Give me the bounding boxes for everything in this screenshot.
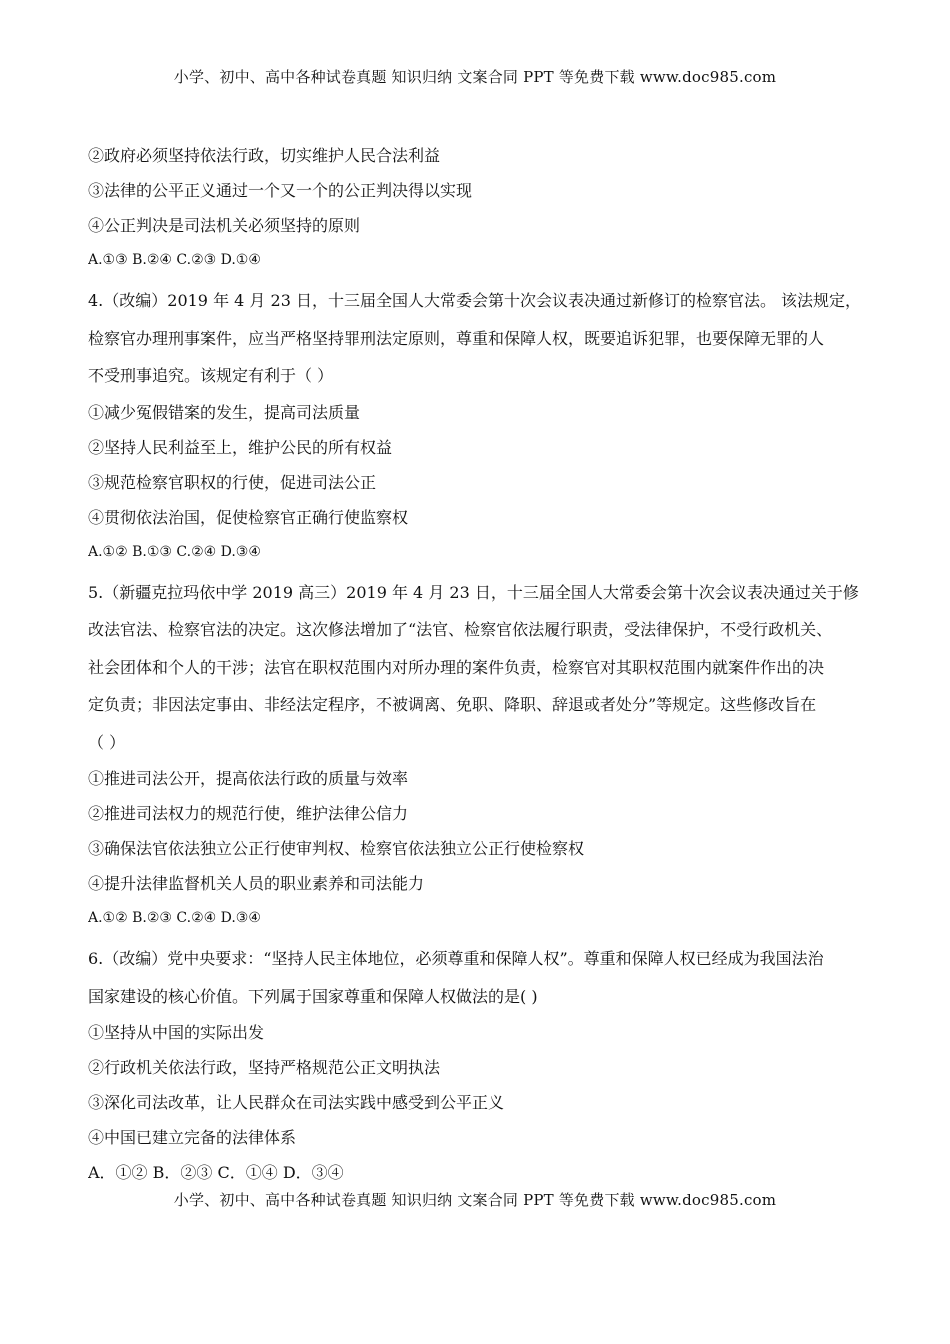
page-header: 小学、初中、高中各种试卷真题 知识归纳 文案合同 PPT 等免费下载 www.doc985.com bbox=[173, 68, 777, 86]
q5-answer-choices: A.①② B.②③ C.②④ D.③④ bbox=[88, 910, 261, 926]
question-3 bbox=[88, 138, 878, 278]
q5-stem-line-5: （ ） bbox=[88, 732, 126, 752]
q4-stem-line-1: 4.（改编）2019 年 4 月 23 日，十三届全国人大常委会第十次会议表决通过新修订的检察官法。 该法规定， bbox=[88, 291, 862, 310]
q4-option-4: ④贯彻依法治国，促使检察官正确行使监察权 bbox=[88, 507, 409, 527]
q4-option-1: ①减少冤假错案的发生，提高司法质量 bbox=[88, 402, 361, 422]
q6-stem-line-2: 国家建设的核心价值。下列属于国家尊重和保障人权做法的是( ) bbox=[88, 986, 538, 1006]
q4-option-2: ②坚持人民利益至上，维护公民的所有权益 bbox=[88, 437, 393, 457]
q6-option-4: ④中国已建立完备的法律体系 bbox=[88, 1128, 297, 1147]
q6-option-2: ②行政机关依法行政，坚持严格规范公正文明执法 bbox=[88, 1058, 441, 1077]
question-6 bbox=[88, 940, 878, 1190]
q4-stem-line-2: 检察官办理刑事案件，应当严格坚持罪刑法定原则，尊重和保障人权，既要追诉犯罪，也要保障无罪的人 bbox=[88, 328, 825, 348]
q6-stem-line-1: 6.（改编）党中央要求：“坚持人民主体地位，必须尊重和保障人权”。尊重和保障人权已经成为我国法治 bbox=[88, 949, 824, 968]
q5-stem-line-2: 改法官法、检察官法的决定。这次修法增加了“法官、检察官依法履行职责，受法律保护，不受行政机关、 bbox=[88, 620, 833, 639]
q5-option-2: ②推进司法权力的规范行使，维护法律公信力 bbox=[88, 804, 409, 823]
q6-option-3: ③深化司法改革，让人民群众在司法实践中感受到公平正义 bbox=[88, 1093, 505, 1112]
q4-answer-choices: A.①② B.①③ C.②④ D.③④ bbox=[88, 543, 261, 560]
q5-stem-line-3: 社会团体和个人的干涉；法官在职权范围内对所办理的案件负责，检察官对其职权范围内就案件作出的决 bbox=[88, 657, 825, 677]
document-body bbox=[88, 138, 878, 1190]
q3-option-3: ③法律的公平正义通过一个又一个的公正判决得以实现 bbox=[88, 181, 473, 200]
q4-stem-line-3: 不受刑事追究。该规定有利于（ ） bbox=[88, 366, 334, 385]
q6-option-1: ①坚持从中国的实际出发 bbox=[88, 1023, 265, 1042]
q5-option-4: ④提升法律监督机关人员的职业素养和司法能力 bbox=[88, 874, 425, 893]
q4-option-3: ③规范检察官职权的行使，促进司法公正 bbox=[88, 472, 377, 492]
question-5 bbox=[88, 574, 878, 937]
page-footer: 小学、初中、高中各种试卷真题 知识归纳 文案合同 PPT 等免费下载 www.doc985.com bbox=[173, 1191, 777, 1209]
q3-option-4: ④公正判决是司法机关必须坚持的原则 bbox=[88, 216, 361, 235]
question-4 bbox=[88, 282, 878, 570]
q3-option-2: ②政府必须坚持依法行政，切实维护人民合法利益 bbox=[88, 146, 441, 165]
q5-stem-line-4: 定负责；非因法定事由、非经法定程序，不被调离、免职、降职、辞退或者处分”等规定。这些修改旨在 bbox=[88, 695, 817, 714]
q5-option-1: ①推进司法公开，提高依法行政的质量与效率 bbox=[88, 769, 409, 788]
q5-stem-line-1: 5.（新疆克拉玛依中学 2019 高三）2019 年 4 月 23 日，十三届全国人大常委会第十次会议表决通过关于修 bbox=[88, 582, 859, 602]
q5-option-3: ③确保法官依法独立公正行使审判权、检察官依法独立公正行使检察权 bbox=[88, 839, 585, 858]
q3-answer-choices: A.①③ B.②④ C.②③ D.①④ bbox=[88, 252, 261, 268]
q6-answer-choices: A．①② B．②③ C．①④ D．③④ bbox=[88, 1163, 344, 1182]
